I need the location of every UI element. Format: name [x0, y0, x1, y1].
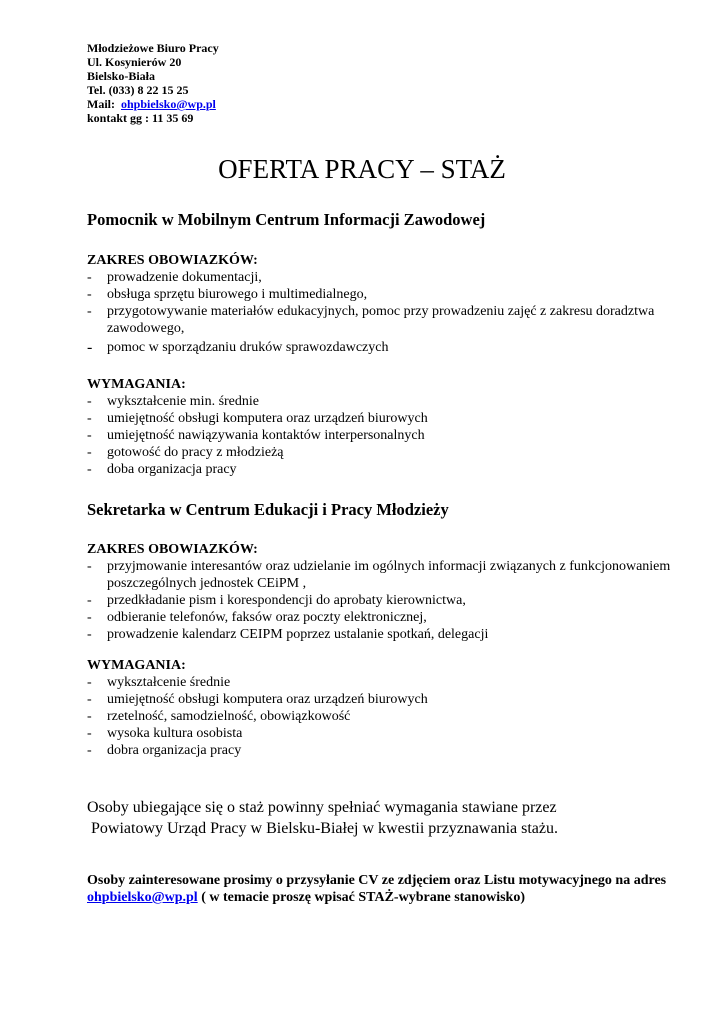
job-title: Sekretarka w Centrum Edukacji i Pracy Młodzieży	[87, 500, 449, 519]
mail-line	[87, 97, 219, 111]
requirements-list	[87, 393, 687, 478]
duties-list	[87, 269, 687, 356]
application-instructions	[87, 872, 677, 906]
instructions-text: Osoby zainteresowane prosimy o przysyłanie CV ze zdjęciem oraz Listu motywacyjnego na adres	[87, 873, 667, 888]
contact-header	[87, 41, 219, 125]
closing-line-1: Osoby ubiegające się o staż powinny spełniać wymagania stawiane przez	[87, 799, 557, 816]
list-item: - dobra organizacja pracy	[87, 743, 242, 758]
phone: Tel. (033) 8 22 15 25	[87, 83, 189, 97]
list-item: - obsługa sprzętu biurowego i multimedialnego,	[87, 287, 368, 302]
requirements-heading: WYMAGANIA:	[87, 377, 186, 392]
list-item: - prowadzenie kalendarz CEIPM poprzez ustalanie spotkań, delegacji	[87, 627, 489, 642]
instructions-text-end: ( w temacie proszę wpisać STAŻ-wybrane stanowisko)	[201, 890, 525, 905]
job-offer-2	[87, 500, 687, 759]
city: Bielsko-Biała	[87, 69, 156, 83]
list-item: - wysoka kultura osobista	[87, 726, 243, 741]
list-item: - wykształcenie min. średnie	[87, 394, 260, 409]
list-item: - pomoc w sporządzaniu druków sprawozdawczych	[87, 339, 389, 356]
list-item: - umiejętność obsługi komputera oraz urządzeń biurowych	[87, 692, 428, 707]
list-item: - przyjmowanie interesantów oraz udzielanie im ogólnych informacji związanych z funkcjonowaniem poszczególnych jednostek CEiPM ,	[87, 559, 671, 591]
requirements-list	[87, 674, 687, 759]
org-name: Młodzieżowe Biuro Pracy	[87, 41, 219, 55]
list-item: - umiejętność obsługi komputera oraz urządzeń biurowych	[87, 411, 428, 426]
list-item: - przedkładanie pism i korespondencji do aprobaty kierownictwa,	[87, 593, 466, 608]
duties-heading: ZAKRES OBOWIAZKÓW:	[87, 542, 258, 557]
page-title: OFERTA PRACY – STAŻ	[218, 154, 506, 184]
list-item: - odbieranie telefonów, faksów oraz poczty elektronicznej,	[87, 610, 427, 625]
list-item: - doba organizacja pracy	[87, 462, 237, 477]
list-item: - gotowość do pracy z młodzieżą	[87, 445, 284, 460]
gg-contact: kontakt gg : 11 35 69	[87, 111, 194, 125]
list-item: - wykształcenie średnie	[87, 675, 231, 690]
closing-statement	[87, 797, 558, 839]
duties-list	[87, 558, 687, 643]
list-item: - rzetelność, samodzielność, obowiązkowość	[87, 709, 351, 724]
list-item: - przygotowywanie materiałów edukacyjnych, pomoc przy prowadzeniu zajęć z zakresu doradztwa zawodowego,	[87, 304, 655, 336]
requirements-heading: WYMAGANIA:	[87, 658, 186, 673]
job-offer-1	[87, 210, 687, 478]
job-title: Pomocnik w Mobilnym Centrum Informacji Zawodowej	[87, 210, 486, 229]
mail-label: Mail:	[87, 97, 115, 111]
street-address: Ul. Kosynierów 20	[87, 55, 182, 69]
email-link[interactable]: ohpbielsko@wp.pl	[87, 890, 198, 905]
duties-heading: ZAKRES OBOWIAZKÓW:	[87, 253, 258, 268]
closing-line-2: Powiatowy Urząd Pracy w Bielsku-Białej w kwestii przyznawania stażu.	[91, 820, 558, 837]
list-item: - umiejętność nawiązywania kontaktów interpersonalnych	[87, 428, 425, 443]
list-item: - prowadzenie dokumentacji,	[87, 270, 262, 285]
mail-link[interactable]: ohpbielsko@wp.pl	[121, 97, 216, 111]
